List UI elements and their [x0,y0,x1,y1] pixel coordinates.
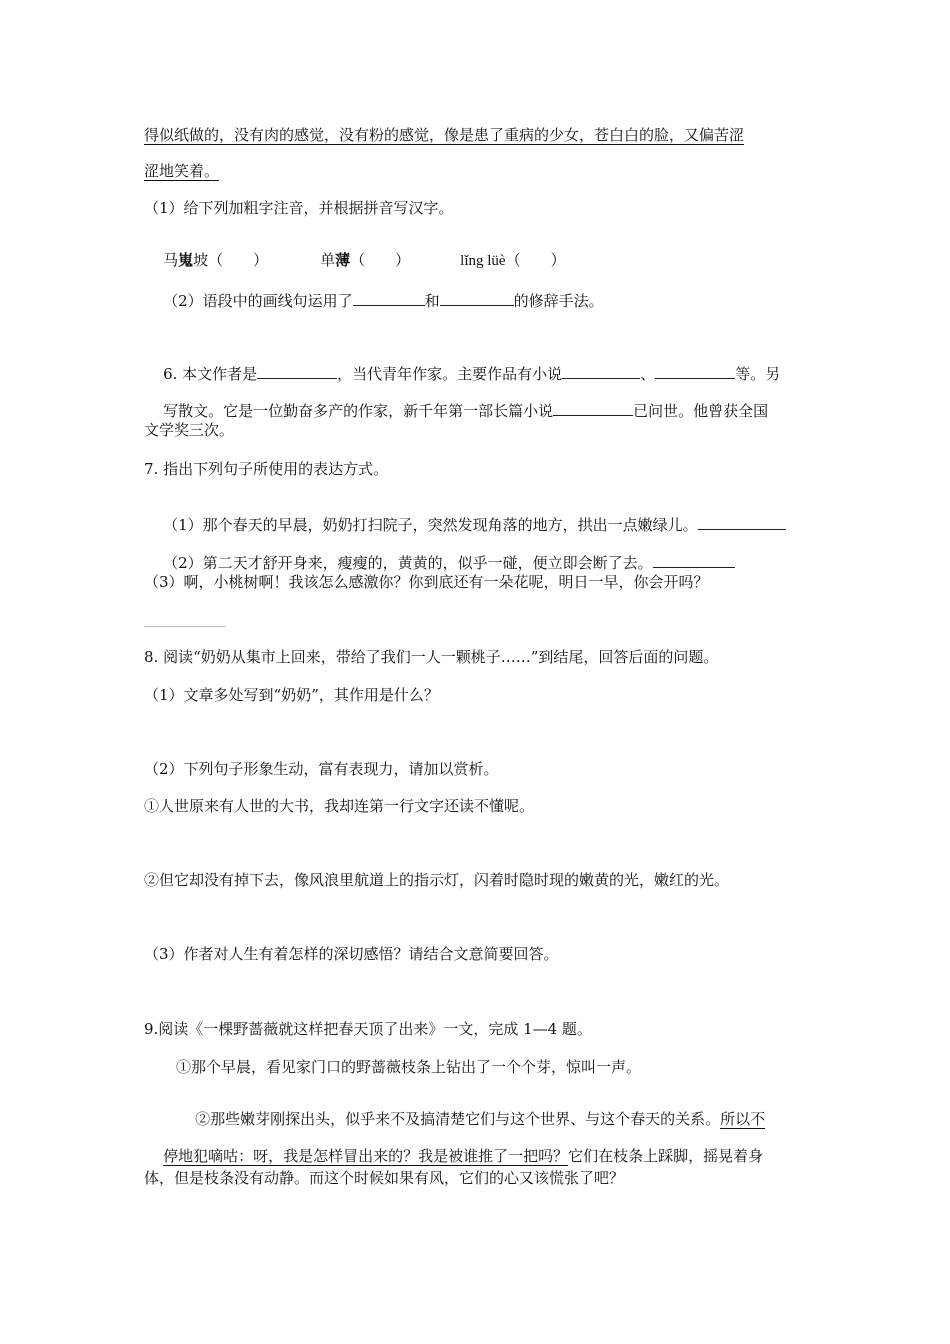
answer-blank[interactable] [440,291,514,306]
answer-blank[interactable] [257,364,337,379]
item2-prefix: 单 [320,251,336,269]
underlined-passage-line-1: 得似纸做的，没有肉的感觉，没有粉的感觉，像是患了重病的少女，苍白白的脸，又偏苦涩 [144,126,745,144]
q6-text: 写散文。它是一位勤奋多产的作家，新千年第一部长篇小说 [163,402,554,420]
q7-s1-text: （1）那个春天的早晨，奶奶打扫院子，突然发现角落的地方，拱出一点嫩绿儿。 [163,516,698,534]
q8-sentence-2: ②但它却没有掉下去，像风浪里航道上的指示灯，闪着时隐时现的嫩黄的光，嫩红的光。 [144,871,730,889]
q7-sentence-3: （3）啊，小桃树啊！我该怎么感激你？你到底还有一朵花呢，明日一早，你会开吗？ [144,573,709,591]
q6-line-3: 文学奖三次。 [144,421,235,439]
q7-s2-text: （2）第二天才舒开身来，瘦瘦的，黄黄的，似乎一碰，便立即会断了去。 [163,554,653,572]
answer-blank[interactable] [553,401,633,416]
q5-part1-instruction: （1）给下列加粗字注音，并根据拼音写汉字。 [144,199,454,217]
item2-bold-char: 薄 [335,251,351,269]
item2-suffix: （ ） [350,251,411,269]
q5-part2 [144,276,604,324]
q6-text: ，当代青年作家。主要作品有小说 [337,365,563,383]
q6-text: 6. 本文作者是 [163,365,258,383]
answer-blank[interactable] [353,291,425,306]
q6-text: 等。另 [735,365,781,383]
q5-p2-text-a: （2）语段中的画线句运用了 [163,292,353,310]
q8-part1: （1）文章多处写到“奶奶”，其作用是什么？ [144,686,439,704]
q9-paragraph-1: ①那个早晨，看见家门口的野蔷薇枝条上钻出了一个个芽，惊叫一声。 [176,1058,642,1076]
answer-blank[interactable] [653,553,735,568]
q8-title: 8. 阅读“奶奶从集市上回来，带给了我们一人一颗桃子……”到结尾，回答后面的问题。 [144,648,719,666]
answer-blank[interactable] [655,364,735,379]
q9-title: 9.阅读《一棵野蔷薇就这样把春天顶了出来》一文，完成 1—4 题。 [144,1020,592,1038]
q8-part2: （2）下列句子形象生动，富有表现力，请加以赏析。 [144,760,499,778]
q8-part3: （3）作者对人生有着怎样的深切感悟？请结合文意简要回答。 [144,945,559,963]
q9-underlined-text: 停地犯嘀咕：呀，我是怎样冒出来的？我是被谁推了一把吗？ [163,1147,569,1165]
answer-blank[interactable] [144,626,226,627]
q9-text: ②那些嫩芽刚探出头，似乎来不及搞清楚它们与这个世界、与这个春天的关系。 [195,1110,721,1128]
q5-p2-text-c: 的修辞手法。 [513,292,604,310]
item1-prefix: 马 [163,251,179,269]
q6-line-2 [144,386,768,434]
q9-paragraph-2-line-3: 体，但是枝条没有动静。而这个时候如果有风，它们的心又该慌张了吧？ [144,1169,625,1187]
answer-blank[interactable] [562,364,640,379]
underlined-passage-line-2: 涩地笑着。 [144,162,220,180]
item1-bold-char: 嵬 [178,251,194,269]
q6-text: 、 [640,365,656,383]
answer-blank[interactable] [698,515,786,530]
item3-pinyin: lǐng lüè（ ） [460,253,566,269]
q9-text: 它们在枝条上踩脚，摇晃着身 [568,1147,764,1165]
item1-suffix: 坡（ ） [193,251,269,269]
q5-p2-text-b: 和 [424,292,440,310]
q9-underlined-text: 所以不 [720,1110,766,1128]
q6-text: 已问世。他曾获全国 [633,402,769,420]
q8-sentence-1: ①人世原来有人世的大书，我却连第一行文字还读不懂呢。 [144,797,535,815]
q7-title: 7. 指出下列句子所使用的表达方式。 [144,460,389,478]
